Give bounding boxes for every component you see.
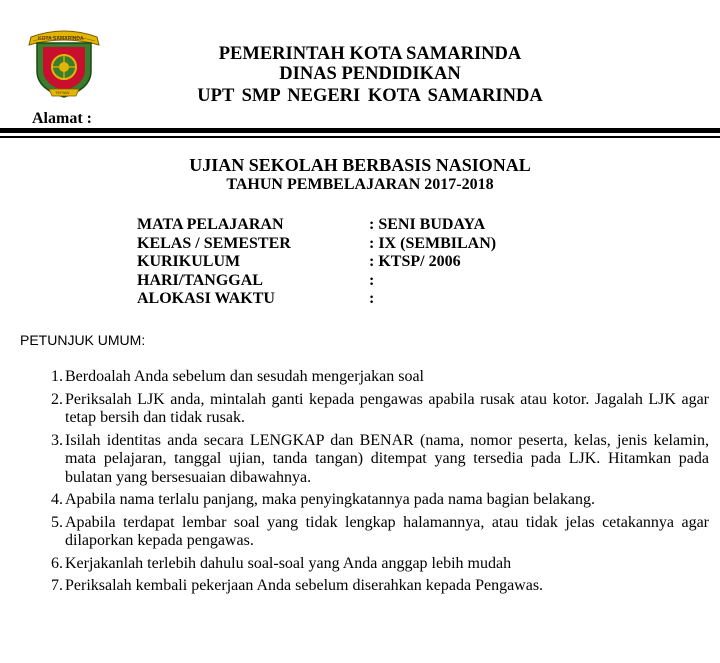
list-item — [42, 491, 709, 510]
item-number: 4. — [51, 491, 63, 508]
list-item — [42, 555, 709, 574]
item-text: Periksalah LJK anda, mintalah ganti kepada pengawas apabila rusak atau kotor. Jagalah LJK agar tetap bersih dan tidak rusak. — [65, 390, 709, 426]
info-value: : KTSP/ 2006 — [369, 253, 461, 270]
info-value: : SENI BUDAYA — [369, 216, 486, 233]
info-label: KURIKULUM — [137, 253, 241, 270]
header-divider-thick — [0, 128, 720, 133]
item-number: 6. — [51, 554, 63, 572]
school-name: UPT SMP NEGERI KOTA SAMARINDA — [197, 86, 543, 106]
info-label: KELAS / SEMESTER — [137, 234, 291, 252]
instructions-heading: PETUNJUK UMUM: — [20, 332, 146, 348]
list-item — [42, 391, 709, 428]
list-item — [42, 432, 709, 488]
item-text: Periksalah kembali pekerjaan Anda sebelum diserahkan kepada Pengawas. — [65, 577, 544, 594]
info-label: MATA PELAJARAN — [137, 216, 284, 233]
info-value: : — [369, 290, 375, 307]
item-number: 7. — [51, 577, 63, 594]
item-number: 1. — [51, 368, 63, 385]
item-number: 5. — [51, 513, 63, 531]
address-label: Alamat : — [32, 110, 92, 127]
instructions-list — [42, 368, 709, 600]
info-value: : — [369, 271, 375, 289]
header-divider-thin — [0, 136, 720, 138]
item-number: 3. — [51, 431, 63, 449]
list-item — [42, 577, 709, 596]
list-item — [42, 514, 709, 551]
item-number: 2. — [51, 390, 63, 408]
list-item — [42, 368, 709, 387]
exam-year: TAHUN PEMBELAJARAN 2017-2018 — [226, 176, 494, 193]
item-text: Kerjakanlah terlebih dahulu soal-soal yang Anda anggap lebih mudah — [65, 554, 512, 572]
item-text: Apabila terdapat lembar soal yang tidak lengkap halamannya, atau tidak jelas cetakannya agar dilaporkan kepada pengawas. — [65, 513, 709, 549]
info-value: : IX (SEMBILAN) — [369, 234, 497, 252]
item-text: Isilah identitas anda secara LENGKAP dan BENAR (nama, nomor peserta, kelas, jenis kelamin, mata pelajaran, tanggal ujian, tanda tangan) ditempat yang tersedia pada LJK. Hitamkan pada bulatan yang bersesuaian dibawahnya. — [65, 431, 709, 486]
item-text: Apabila nama terlalu panjang, maka penyingkatannya pada nama bagian belakang. — [65, 491, 596, 508]
department-name: DINAS PENDIDIKAN — [279, 64, 461, 84]
info-label: HARI/TANGGAL — [137, 271, 263, 289]
government-name: PEMERINTAH KOTA SAMARINDA — [218, 44, 522, 64]
emblem-banner-text: TEPIAN — [55, 90, 70, 95]
item-text: Berdoalah Anda sebelum dan sesudah mengerjakan soal — [65, 368, 424, 385]
info-label: ALOKASI WAKTU — [137, 290, 275, 307]
emblem-text: KOTA SAMARINDA — [38, 36, 84, 42]
exam-title: UJIAN SEKOLAH BERBASIS NASIONAL — [189, 155, 531, 175]
